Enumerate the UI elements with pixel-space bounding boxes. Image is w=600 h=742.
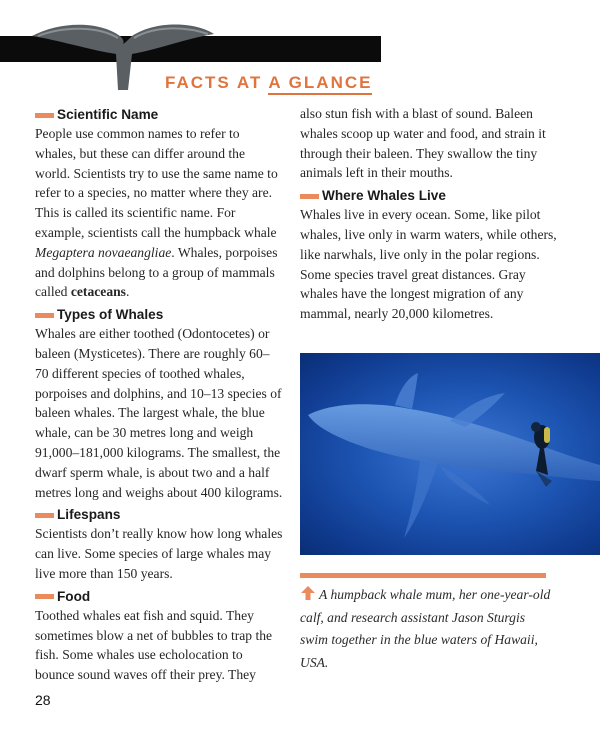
whale-photo	[300, 353, 600, 555]
caption-rule	[300, 573, 546, 578]
lifespans-text: Scientists don’t really know how long whales can live. Some species of large whales may live more than 150 years.	[35, 526, 283, 581]
heading-dash	[35, 113, 54, 118]
right-column	[300, 104, 558, 328]
heading-label: Where Whales Live	[322, 188, 446, 204]
heading-dash	[35, 513, 54, 518]
page-title	[165, 73, 372, 93]
arrow-up-icon	[300, 585, 316, 601]
title-part-2: A GLANCE	[268, 73, 372, 95]
heading-label: Scientific Name	[57, 107, 159, 122]
scientific-name-text	[35, 124, 283, 302]
photo-caption	[300, 584, 552, 674]
food-text-left: Toothed whales eat fish and squid. They sometimes blow a net of bubbles to trap the fish. Some whales use echolocation to bounce sound waves off their prey. They	[35, 607, 273, 683]
heading-label: Types of Whales	[57, 307, 164, 323]
where-text: Whales live in every ocean. Some, like pilot whales, live only in warm waters, while others, like narwhals, live only in the polar regions. Some species travel great distances. Gray whales have the longest migration of any mammal, nearly 20,000 kilometres.	[300, 207, 557, 322]
types-text: Whales are either toothed (Odontocetes) or baleen (Mysticetes). There are roughly 60–70 different species of toothed whales, porpoises and dolphins, and 10–13 species of baleen whales. The largest whale, the blue whale, can be 30 metres long and weigh 91,000–181,000 kilograms. The smallest, the dwarf sperm whale, is about two and a half metres long and weighs about 400 kilograms.	[35, 326, 283, 500]
section-heading-food	[35, 588, 283, 606]
section-heading-types	[35, 306, 283, 324]
section-heading-scientific-name	[35, 106, 283, 124]
text-a: People use common names to refer to whales, but these can differ around the world. Scientists try to use the same name to refer to a species, no matter where they are. This is called its scientific name. For example, scientists call the humpback whale	[35, 126, 278, 240]
heading-label: Lifespans	[57, 507, 121, 523]
text-c: .	[125, 284, 130, 300]
heading-dash	[300, 194, 319, 199]
humpback-whale-icon	[300, 353, 600, 555]
food-text-right: also stun fish with a blast of sound. Baleen whales scoop up water and food, and strain it through their baleen. They swallow the tiny animals left in their mouths.	[300, 106, 546, 181]
species-name: Megaptera novaeangliae	[35, 244, 172, 260]
caption-text: A humpback whale mum, her one-year-old calf, and research assistant Jason Sturgis swim together in the blue waters of Hawaii, USA.	[300, 587, 551, 670]
section-heading-where	[300, 187, 558, 205]
heading-dash	[35, 313, 54, 318]
heading-label: Food	[57, 588, 91, 604]
left-column	[35, 104, 283, 685]
text-b: . Whales, porpoises and dolphins belong to a group of mammals called	[35, 244, 278, 300]
section-heading-lifespans	[35, 506, 283, 524]
key-term: cetaceans	[70, 284, 126, 300]
heading-dash	[35, 594, 54, 599]
page-number: 28	[35, 692, 51, 708]
title-part-1: FACTS AT	[165, 73, 269, 92]
